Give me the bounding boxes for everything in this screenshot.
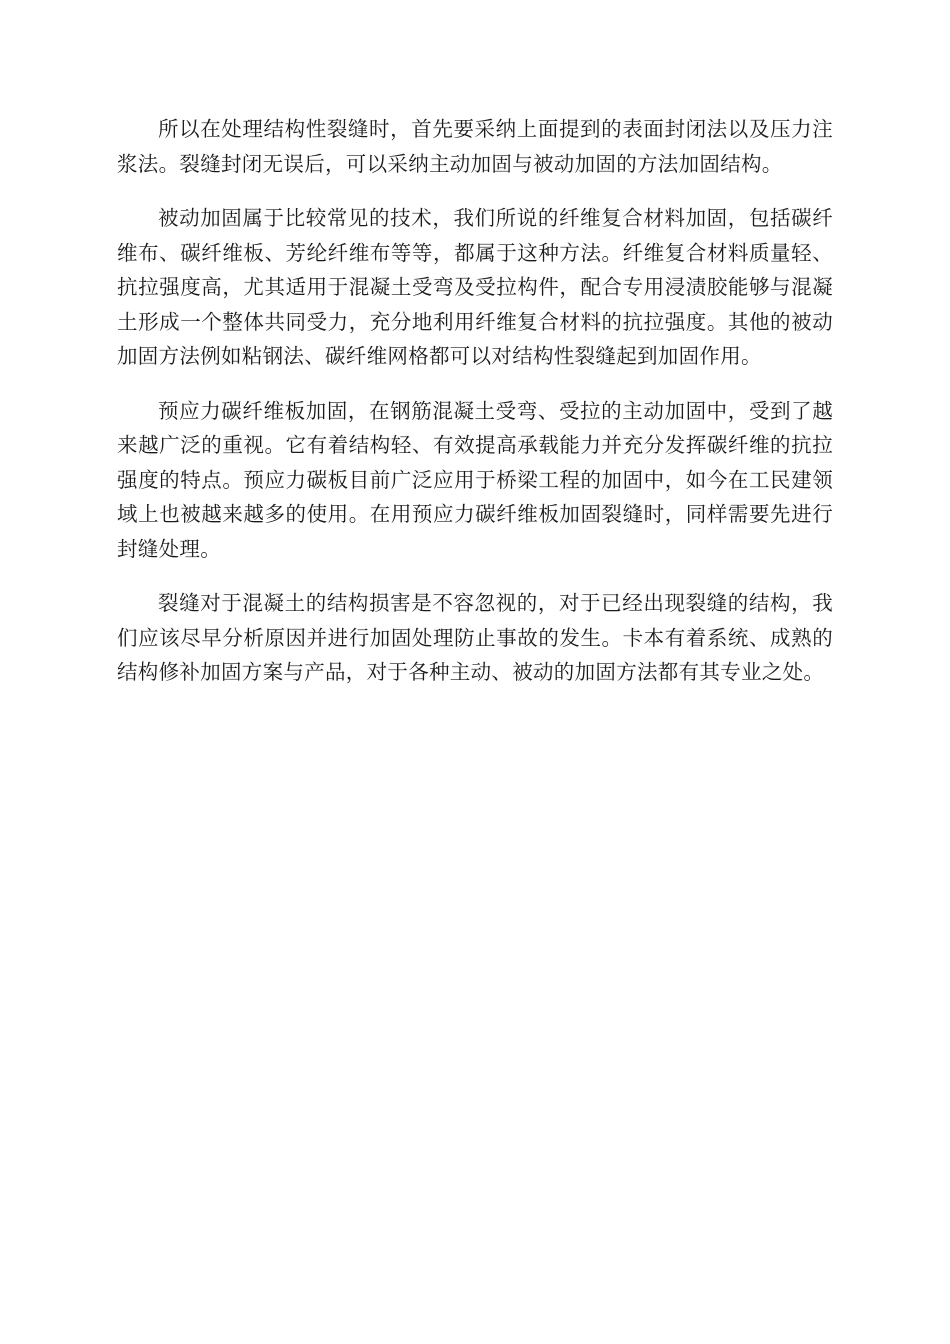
document-body [117, 112, 833, 710]
paragraph-4: 裂缝对于混凝土的结构损害是不容忽视的，对于已经出现裂缝的结构，我们应该尽早分析原因并进行加固处理防止事故的发生。卡本有着系统、成熟的结构修补加固方案与产品，对于各种主动、被动的加固方法都有其专业之处。 [117, 591, 833, 684]
paragraph-1: 所以在处理结构性裂缝时，首先要采纳上面提到的表面封闭法以及压力注浆法。裂缝封闭无误后，可以采纳主动加固与被动加固的方法加固结构。 [117, 117, 833, 176]
paragraph-2: 被动加固属于比较常见的技术，我们所说的纤维复合材料加固，包括碳纤维布、碳纤维板、芳纶纤维布等等，都属于这种方法。纤维复合材料质量轻、抗拉强度高，尤其适用于混凝土受弯及受拉构件，配合专用浸渍胶能够与混凝土形成一个整体共同受力，充分地利用纤维复合材料的抗拉强度。其他的被动加固方法例如粘钢法、碳纤维网格都可以对结构性裂缝起到加固作用。 [117, 206, 833, 368]
paragraph-3: 预应力碳纤维板加固，在钢筋混凝土受弯、受拉的主动加固中，受到了越来越广泛的重视。它有着结构轻、有效提高承载能力并充分发挥碳纤维的抗拉强度的特点。预应力碳板目前广泛应用于桥梁工程的加固中，如今在工民建领域上也被越来越多的使用。在用预应力碳纤维板加固裂缝时，同样需要先进行封缝处理。 [117, 398, 833, 561]
